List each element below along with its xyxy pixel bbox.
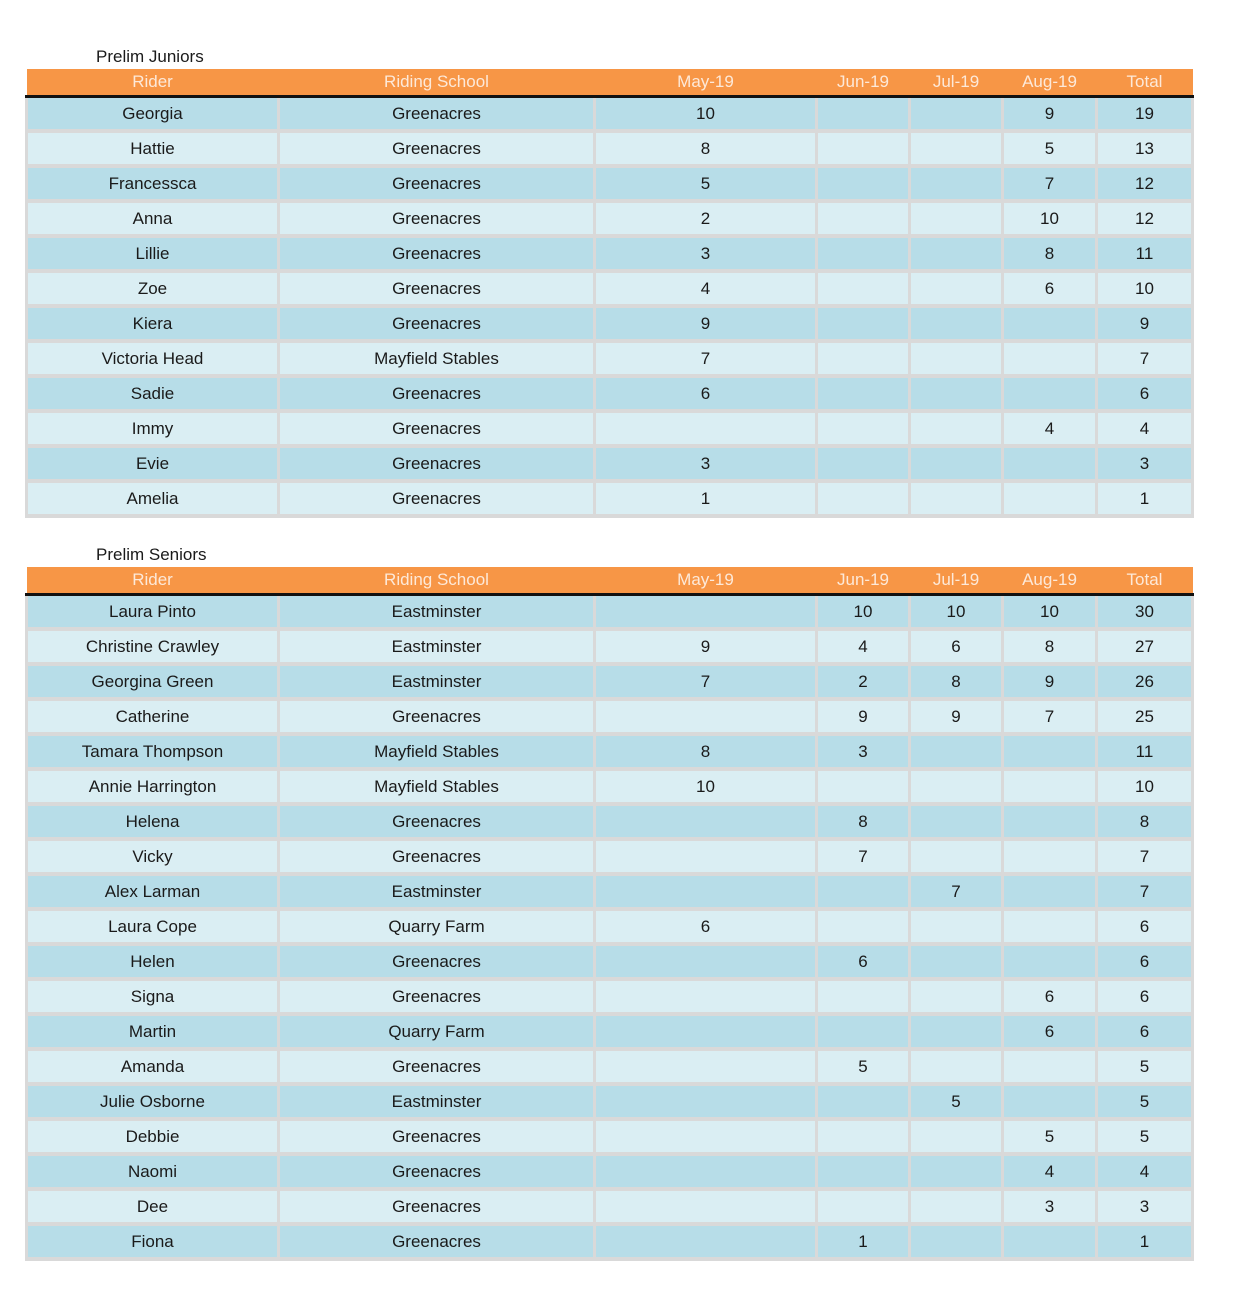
- cell-total: 19: [1097, 97, 1193, 132]
- cell-riding-school: Quarry Farm: [279, 909, 595, 944]
- cell-aug-19: [1003, 944, 1097, 979]
- cell-jul-19: [910, 481, 1003, 516]
- cell-jun-19: [817, 979, 910, 1014]
- prelim-juniors-section: [25, 45, 1191, 518]
- cell-rider: Tamara Thompson: [27, 734, 279, 769]
- cell-may-19: 8: [595, 131, 817, 166]
- cell-may-19: [595, 839, 817, 874]
- cell-may-19: [595, 699, 817, 734]
- cell-total: 11: [1097, 236, 1193, 271]
- table-row: [27, 1084, 1193, 1119]
- cell-may-19: [595, 944, 817, 979]
- table-row: [27, 874, 1193, 909]
- cell-aug-19: [1003, 341, 1097, 376]
- cell-rider: Anna: [27, 201, 279, 236]
- cell-riding-school: Greenacres: [279, 411, 595, 446]
- cell-aug-19: [1003, 769, 1097, 804]
- cell-rider: Georgina Green: [27, 664, 279, 699]
- cell-may-19: [595, 1154, 817, 1189]
- cell-jul-19: [910, 804, 1003, 839]
- cell-total: 6: [1097, 909, 1193, 944]
- cell-rider: Victoria Head: [27, 341, 279, 376]
- cell-jul-19: [910, 376, 1003, 411]
- cell-total: 1: [1097, 481, 1193, 516]
- cell-jun-19: [817, 481, 910, 516]
- cell-riding-school: Greenacres: [279, 201, 595, 236]
- cell-jul-19: 10: [910, 595, 1003, 630]
- column-header-jul-19: Jul-19: [910, 567, 1003, 595]
- cell-jun-19: [817, 1119, 910, 1154]
- cell-rider: Debbie: [27, 1119, 279, 1154]
- cell-may-19: 1: [595, 481, 817, 516]
- cell-jun-19: 10: [817, 595, 910, 630]
- cell-jun-19: 4: [817, 629, 910, 664]
- cell-jun-19: 5: [817, 1049, 910, 1084]
- cell-rider: Catherine: [27, 699, 279, 734]
- cell-jul-19: [910, 201, 1003, 236]
- cell-may-19: 6: [595, 376, 817, 411]
- table-header: [27, 567, 1193, 595]
- table-row: [27, 1014, 1193, 1049]
- cell-aug-19: [1003, 874, 1097, 909]
- cell-total: 12: [1097, 201, 1193, 236]
- cell-jul-19: [910, 1014, 1003, 1049]
- prelim-seniors-section: [25, 543, 1191, 1261]
- cell-jun-19: [817, 1014, 910, 1049]
- cell-rider: Vicky: [27, 839, 279, 874]
- table-row: [27, 944, 1193, 979]
- table-header: [27, 69, 1193, 97]
- cell-aug-19: 3: [1003, 1189, 1097, 1224]
- cell-rider: Helen: [27, 944, 279, 979]
- cell-total: 5: [1097, 1084, 1193, 1119]
- cell-aug-19: 4: [1003, 411, 1097, 446]
- table-row: [27, 664, 1193, 699]
- cell-total: 8: [1097, 804, 1193, 839]
- table-row: [27, 236, 1193, 271]
- cell-rider: Helena: [27, 804, 279, 839]
- cell-aug-19: 6: [1003, 979, 1097, 1014]
- cell-jun-19: [817, 769, 910, 804]
- cell-rider: Francessca: [27, 166, 279, 201]
- cell-jun-19: 1: [817, 1224, 910, 1259]
- cell-total: 4: [1097, 1154, 1193, 1189]
- table-row: [27, 1119, 1193, 1154]
- cell-riding-school: Greenacres: [279, 944, 595, 979]
- cell-riding-school: Greenacres: [279, 804, 595, 839]
- cell-total: 6: [1097, 1014, 1193, 1049]
- table-row: [27, 979, 1193, 1014]
- cell-may-19: 9: [595, 629, 817, 664]
- cell-rider: Immy: [27, 411, 279, 446]
- cell-may-19: 8: [595, 734, 817, 769]
- cell-riding-school: Mayfield Stables: [279, 341, 595, 376]
- cell-rider: Julie Osborne: [27, 1084, 279, 1119]
- column-header-riding-school: Riding School: [279, 69, 595, 97]
- cell-riding-school: Greenacres: [279, 979, 595, 1014]
- cell-jun-19: [817, 446, 910, 481]
- cell-aug-19: 6: [1003, 271, 1097, 306]
- cell-jul-19: [910, 446, 1003, 481]
- cell-aug-19: 8: [1003, 629, 1097, 664]
- cell-jul-19: 8: [910, 664, 1003, 699]
- cell-jun-19: 3: [817, 734, 910, 769]
- cell-rider: Annie Harrington: [27, 769, 279, 804]
- cell-aug-19: [1003, 909, 1097, 944]
- cell-may-19: [595, 1119, 817, 1154]
- cell-jul-19: 5: [910, 1084, 1003, 1119]
- cell-aug-19: 8: [1003, 236, 1097, 271]
- cell-aug-19: [1003, 1049, 1097, 1084]
- table-row: [27, 839, 1193, 874]
- cell-may-19: 6: [595, 909, 817, 944]
- table-row: [27, 271, 1193, 306]
- cell-may-19: 2: [595, 201, 817, 236]
- cell-jul-19: [910, 944, 1003, 979]
- cell-jul-19: 9: [910, 699, 1003, 734]
- cell-aug-19: 6: [1003, 1014, 1097, 1049]
- table-row: [27, 131, 1193, 166]
- cell-rider: Amelia: [27, 481, 279, 516]
- cell-may-19: 10: [595, 97, 817, 132]
- cell-total: 5: [1097, 1119, 1193, 1154]
- table-row: [27, 699, 1193, 734]
- cell-rider: Sadie: [27, 376, 279, 411]
- cell-riding-school: Greenacres: [279, 1189, 595, 1224]
- cell-riding-school: Eastminster: [279, 664, 595, 699]
- cell-rider: Laura Cope: [27, 909, 279, 944]
- cell-aug-19: [1003, 1084, 1097, 1119]
- cell-jun-19: [817, 1189, 910, 1224]
- cell-aug-19: 7: [1003, 166, 1097, 201]
- cell-riding-school: Greenacres: [279, 1154, 595, 1189]
- cell-may-19: 4: [595, 271, 817, 306]
- cell-rider: Martin: [27, 1014, 279, 1049]
- cell-rider: Kiera: [27, 306, 279, 341]
- cell-jun-19: 7: [817, 839, 910, 874]
- cell-total: 7: [1097, 874, 1193, 909]
- cell-may-19: 7: [595, 341, 817, 376]
- cell-jul-19: [910, 131, 1003, 166]
- section-title: Prelim Seniors: [96, 545, 207, 564]
- cell-total: 11: [1097, 734, 1193, 769]
- cell-jun-19: [817, 201, 910, 236]
- cell-may-19: 10: [595, 769, 817, 804]
- cell-jul-19: [910, 979, 1003, 1014]
- cell-total: 26: [1097, 664, 1193, 699]
- cell-may-19: [595, 1189, 817, 1224]
- cell-may-19: [595, 1084, 817, 1119]
- cell-jun-19: [817, 306, 910, 341]
- cell-total: 3: [1097, 446, 1193, 481]
- column-header-may-19: May-19: [595, 69, 817, 97]
- cell-riding-school: Greenacres: [279, 236, 595, 271]
- cell-jul-19: [910, 1189, 1003, 1224]
- cell-may-19: [595, 874, 817, 909]
- cell-aug-19: [1003, 839, 1097, 874]
- table-row: [27, 909, 1193, 944]
- cell-may-19: 7: [595, 664, 817, 699]
- cell-jul-19: [910, 769, 1003, 804]
- table-body: [27, 595, 1193, 1260]
- cell-riding-school: Greenacres: [279, 97, 595, 132]
- cell-riding-school: Eastminster: [279, 874, 595, 909]
- table-row: [27, 166, 1193, 201]
- cell-jun-19: [817, 166, 910, 201]
- cell-rider: Laura Pinto: [27, 595, 279, 630]
- cell-jun-19: [817, 1154, 910, 1189]
- cell-total: 25: [1097, 699, 1193, 734]
- cell-rider: Georgia: [27, 97, 279, 132]
- cell-aug-19: 9: [1003, 664, 1097, 699]
- cell-jun-19: 9: [817, 699, 910, 734]
- cell-rider: Evie: [27, 446, 279, 481]
- cell-jul-19: [910, 236, 1003, 271]
- column-header-aug-19: Aug-19: [1003, 69, 1097, 97]
- column-header-jul-19: Jul-19: [910, 69, 1003, 97]
- cell-riding-school: Greenacres: [279, 1119, 595, 1154]
- table-row: [27, 595, 1193, 630]
- cell-total: 4: [1097, 411, 1193, 446]
- cell-jul-19: 6: [910, 629, 1003, 664]
- cell-may-19: 3: [595, 236, 817, 271]
- table-row: [27, 769, 1193, 804]
- cell-total: 27: [1097, 629, 1193, 664]
- cell-riding-school: Mayfield Stables: [279, 734, 595, 769]
- cell-total: 7: [1097, 341, 1193, 376]
- column-header-riding-school: Riding School: [279, 567, 595, 595]
- column-header-rider: Rider: [27, 567, 279, 595]
- table-row: [27, 804, 1193, 839]
- cell-rider: Signa: [27, 979, 279, 1014]
- cell-jun-19: [817, 411, 910, 446]
- column-header-jun-19: Jun-19: [817, 567, 910, 595]
- cell-total: 30: [1097, 595, 1193, 630]
- table-row: [27, 481, 1193, 516]
- cell-rider: Amanda: [27, 1049, 279, 1084]
- cell-jul-19: [910, 1154, 1003, 1189]
- cell-may-19: 5: [595, 166, 817, 201]
- cell-may-19: [595, 1224, 817, 1259]
- cell-total: 12: [1097, 166, 1193, 201]
- cell-total: 1: [1097, 1224, 1193, 1259]
- column-header-may-19: May-19: [595, 567, 817, 595]
- cell-jul-19: [910, 341, 1003, 376]
- table-row: [27, 629, 1193, 664]
- table-row: [27, 97, 1193, 132]
- cell-aug-19: 10: [1003, 595, 1097, 630]
- cell-jul-19: [910, 1119, 1003, 1154]
- cell-total: 6: [1097, 979, 1193, 1014]
- cell-jun-19: [817, 1084, 910, 1119]
- cell-rider: Hattie: [27, 131, 279, 166]
- table-row: [27, 341, 1193, 376]
- cell-aug-19: 5: [1003, 131, 1097, 166]
- table-row: [27, 1189, 1193, 1224]
- cell-aug-19: [1003, 734, 1097, 769]
- prelim-seniors-table: [25, 567, 1194, 1261]
- cell-riding-school: Eastminster: [279, 595, 595, 630]
- cell-jun-19: [817, 236, 910, 271]
- cell-jul-19: [910, 839, 1003, 874]
- cell-jun-19: [817, 131, 910, 166]
- cell-jul-19: [910, 166, 1003, 201]
- section-title: Prelim Juniors: [96, 47, 204, 66]
- cell-jul-19: [910, 734, 1003, 769]
- cell-jul-19: [910, 97, 1003, 132]
- cell-riding-school: Greenacres: [279, 481, 595, 516]
- table-body: [27, 97, 1193, 517]
- cell-rider: Naomi: [27, 1154, 279, 1189]
- cell-jul-19: [910, 909, 1003, 944]
- table-row: [27, 411, 1193, 446]
- cell-aug-19: [1003, 306, 1097, 341]
- cell-jul-19: [910, 271, 1003, 306]
- column-header-total: Total: [1097, 567, 1193, 595]
- table-row: [27, 201, 1193, 236]
- column-header-jun-19: Jun-19: [817, 69, 910, 97]
- cell-jun-19: [817, 909, 910, 944]
- cell-total: 13: [1097, 131, 1193, 166]
- cell-may-19: [595, 1014, 817, 1049]
- cell-jun-19: [817, 341, 910, 376]
- column-header-rider: Rider: [27, 69, 279, 97]
- cell-total: 6: [1097, 944, 1193, 979]
- cell-jul-19: [910, 1224, 1003, 1259]
- cell-aug-19: 10: [1003, 201, 1097, 236]
- prelim-juniors-table: [25, 69, 1194, 518]
- column-header-aug-19: Aug-19: [1003, 567, 1097, 595]
- cell-rider: Lillie: [27, 236, 279, 271]
- cell-riding-school: Greenacres: [279, 699, 595, 734]
- cell-rider: Christine Crawley: [27, 629, 279, 664]
- table-row: [27, 306, 1193, 341]
- cell-jun-19: 8: [817, 804, 910, 839]
- cell-riding-school: Greenacres: [279, 131, 595, 166]
- cell-jul-19: [910, 411, 1003, 446]
- cell-riding-school: Mayfield Stables: [279, 769, 595, 804]
- cell-riding-school: Greenacres: [279, 1049, 595, 1084]
- cell-riding-school: Quarry Farm: [279, 1014, 595, 1049]
- cell-riding-school: Greenacres: [279, 446, 595, 481]
- cell-jul-19: 7: [910, 874, 1003, 909]
- cell-total: 9: [1097, 306, 1193, 341]
- table-row: [27, 376, 1193, 411]
- cell-riding-school: Greenacres: [279, 306, 595, 341]
- cell-riding-school: Greenacres: [279, 166, 595, 201]
- cell-aug-19: [1003, 1224, 1097, 1259]
- cell-may-19: 9: [595, 306, 817, 341]
- cell-aug-19: 4: [1003, 1154, 1097, 1189]
- cell-total: 10: [1097, 769, 1193, 804]
- cell-riding-school: Greenacres: [279, 271, 595, 306]
- cell-jul-19: [910, 306, 1003, 341]
- cell-jun-19: [817, 271, 910, 306]
- column-header-total: Total: [1097, 69, 1193, 97]
- table-row: [27, 1154, 1193, 1189]
- cell-may-19: 3: [595, 446, 817, 481]
- table-row: [27, 1224, 1193, 1259]
- cell-rider: Dee: [27, 1189, 279, 1224]
- cell-may-19: [595, 804, 817, 839]
- cell-may-19: [595, 595, 817, 630]
- cell-riding-school: Greenacres: [279, 1224, 595, 1259]
- cell-aug-19: 5: [1003, 1119, 1097, 1154]
- cell-riding-school: Eastminster: [279, 629, 595, 664]
- cell-jul-19: [910, 1049, 1003, 1084]
- cell-rider: Fiona: [27, 1224, 279, 1259]
- cell-total: 6: [1097, 376, 1193, 411]
- cell-total: 3: [1097, 1189, 1193, 1224]
- cell-aug-19: [1003, 804, 1097, 839]
- table-row: [27, 734, 1193, 769]
- cell-may-19: [595, 979, 817, 1014]
- table-row: [27, 1049, 1193, 1084]
- cell-jun-19: 2: [817, 664, 910, 699]
- cell-aug-19: [1003, 376, 1097, 411]
- cell-rider: Zoe: [27, 271, 279, 306]
- cell-riding-school: Eastminster: [279, 1084, 595, 1119]
- cell-total: 7: [1097, 839, 1193, 874]
- cell-aug-19: [1003, 446, 1097, 481]
- cell-riding-school: Greenacres: [279, 376, 595, 411]
- cell-aug-19: 9: [1003, 97, 1097, 132]
- cell-jun-19: [817, 874, 910, 909]
- cell-jun-19: 6: [817, 944, 910, 979]
- cell-rider: Alex Larman: [27, 874, 279, 909]
- cell-aug-19: 7: [1003, 699, 1097, 734]
- cell-total: 10: [1097, 271, 1193, 306]
- cell-may-19: [595, 1049, 817, 1084]
- cell-may-19: [595, 411, 817, 446]
- cell-jun-19: [817, 97, 910, 132]
- cell-total: 5: [1097, 1049, 1193, 1084]
- cell-riding-school: Greenacres: [279, 839, 595, 874]
- table-row: [27, 446, 1193, 481]
- cell-aug-19: [1003, 481, 1097, 516]
- cell-jun-19: [817, 376, 910, 411]
